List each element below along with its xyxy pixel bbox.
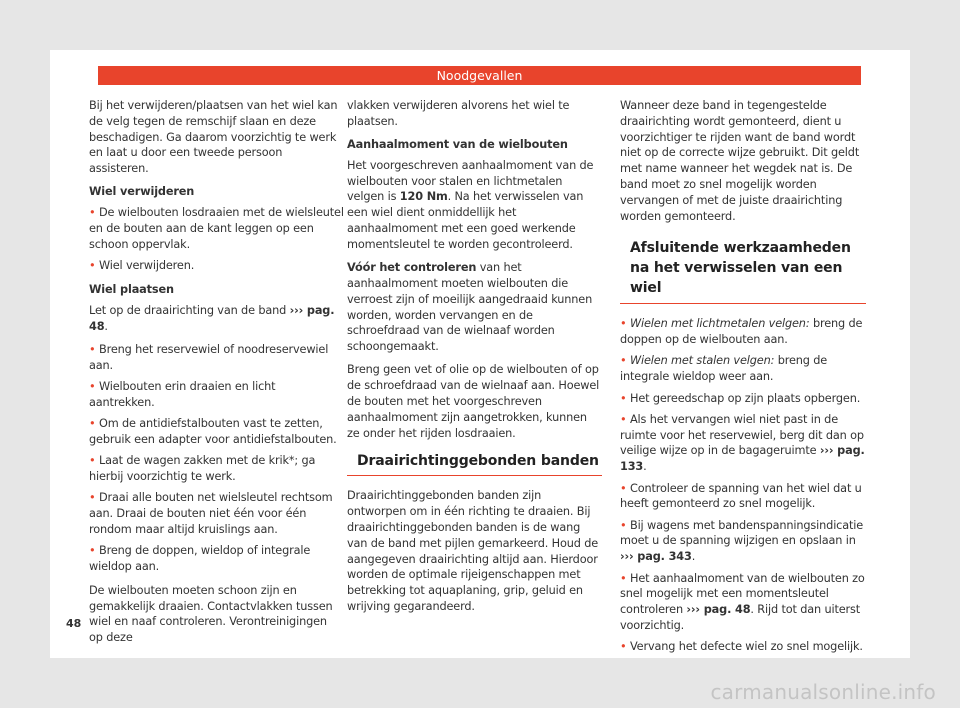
outro-paragraph: De wielbouten moeten schoon zijn en gemakkelijk draaien. Contactvlakken tussen wiel en naaf controleren. Verontreinigingen op deze <box>89 583 333 645</box>
continued-paragraph: vlakken verwijderen alvorens het wiel te plaatsen. <box>347 99 570 128</box>
page-number: 48 <box>66 617 82 630</box>
bullet-icon: • <box>89 259 96 273</box>
heading-place-wheel: Wiel plaatsen <box>89 282 174 296</box>
list-item: • Het aanhaalmoment van de wielbouten zo snel mogelijk met een momentsleutel controleren ››› pag. 48. Rijd tot dan uiterst voorzichtig. <box>620 571 865 632</box>
list-item: • Wielen met lichtmetalen velgen: breng de doppen op de wielbouten aan. <box>620 317 863 347</box>
chapter-header: Noodgevallen <box>98 66 861 85</box>
bullet-icon: • <box>89 379 96 393</box>
place-paragraph: Let op de draairichting van de band ››› pag. 48. <box>89 303 335 333</box>
list-item: • Wielbouten erin draaien en licht aantrekken. <box>89 379 276 409</box>
list-item: • Controleer de spanning van het wiel dat u heeft gemonteerd zo snel mogelijk. <box>620 481 862 511</box>
intro-paragraph: Bij het verwijderen/plaatsen van het wiel kan de velg tegen de remschijf slaan en deze beschadigen. Ga daarom voorzichtig te werk en laat u door een tweede persoon assisteren. <box>89 99 338 176</box>
heading-torque: Aanhaalmoment van de wielbouten <box>347 138 568 152</box>
bullet-icon: • <box>89 417 96 431</box>
bullet-icon: • <box>89 491 96 505</box>
column-2 <box>347 98 602 622</box>
bullet-icon: • <box>620 354 627 368</box>
section-heading-final-work: Afsluitende werkzaamheden na het verwisselen van een wiel <box>620 238 866 304</box>
bullet-icon: • <box>89 454 96 468</box>
list-item: • Breng de doppen, wieldop of integrale wieldop aan. <box>89 544 311 573</box>
page-reference-link[interactable]: ››› pag. 343 <box>620 550 692 564</box>
bullet-icon: • <box>620 571 627 585</box>
list-item: • Wiel verwijderen. <box>89 259 195 273</box>
section-heading-directional-tyres: Draairichtinggebonden banden <box>347 451 602 476</box>
bullet-icon: • <box>89 342 96 356</box>
torque-paragraph: Het voorgeschreven aanhaalmoment van de wielbouten voor stalen en lichtmetalen velgen is 120 Nm. Na het verwisselen van een wiel dient onmiddellijk het aanhaalmoment met een goed werkende momentsleutel te worden gecontroleerd. <box>347 158 594 251</box>
list-item: • Het gereedschap op zijn plaats opbergen. <box>620 391 861 405</box>
direction-warning-paragraph: Wanneer deze band in tegengestelde draairichting wordt gemonteerd, dient u voorzichtiger te rijden want de band wordt niet op de correcte wijze gebruikt. Dit geldt met name wanneer het wegdek nat is. De band moet zo snel mogelijk worden vervangen of met de juiste draairichting worden gemonteerd. <box>620 99 860 223</box>
column-1 <box>89 98 344 653</box>
list-item: • Breng het reservewiel of noodreservewiel aan. <box>89 342 329 372</box>
torque-value: 120 Nm <box>399 190 448 204</box>
watermark: carmanualsonline.info <box>710 680 936 704</box>
bullet-icon: • <box>620 481 627 495</box>
list-item: • Bij wagens met bandenspanningsindicatie moet u de spanning wijzigen en opslaan in ››› pag. 343. <box>620 518 864 564</box>
check-paragraph: Vóór het controleren van het aanhaalmoment moeten wielbouten die verroest zijn of moeilijk aangedraaid kunnen worden, worden vervangen en de schroefdraad van de wielnaaf worden schoongemaakt. <box>347 261 593 354</box>
page-reference-link[interactable]: ››› pag. 48 <box>686 603 751 617</box>
column-3 <box>620 98 866 661</box>
list-item: • Als het vervangen wiel niet past in de ruimte voor het reservewiel, berg dit dan op veilige wijze op in de bagageruimte ››› pag. 133. <box>620 412 865 474</box>
list-item: • Draai alle bouten net wielsleutel rechtsom aan. Draai de bouten niet één voor één rondom maar altijd kruislings aan. <box>89 491 333 536</box>
bullet-icon: • <box>620 412 627 426</box>
bullet-icon: • <box>620 640 627 654</box>
grease-paragraph: Breng geen vet of olie op de wielbouten of op de schroefdraad van de wielnaaf aan. Hoewel de bouten met het voorgeschreven aanhaalmoment zijn aangetrokken, kunnen ze onder het rijden losdraaien. <box>347 363 600 440</box>
check-label: Vóór het controleren <box>347 261 477 275</box>
bullet-icon: • <box>89 544 96 558</box>
page-reference-link[interactable]: ››› pag. 133 <box>620 444 865 474</box>
list-item: • Laat de wagen zakken met de krik*; ga hierbij voorzichtig te werk. <box>89 454 316 483</box>
list-item: • Om de antidiefstalbouten vast te zetten, gebruik een adapter voor antidiefstalbouten. <box>89 417 337 446</box>
bullet-icon: • <box>620 317 627 331</box>
list-item: • Wielen met stalen velgen: breng de integrale wieldop weer aan. <box>620 354 828 384</box>
list-item: • De wielbouten losdraaien met de wielsleutel en de bouten aan de kant leggen op een schoon oppervlak. <box>89 206 344 251</box>
heading-remove-wheel: Wiel verwijderen <box>89 185 195 199</box>
bullet-icon: • <box>89 206 96 220</box>
bullet-icon: • <box>620 518 627 532</box>
list-item: • Vervang het defecte wiel zo snel mogelijk. <box>620 640 863 654</box>
bullet-icon: • <box>620 391 627 405</box>
page-reference-link[interactable]: ››› pag. 48 <box>89 303 335 333</box>
directional-paragraph: Draairichtinggebonden banden zijn ontworpen om in één richting te draaien. Bij draairichtinggebonden banden is de wang van de band met pijlen gemarkeerd. Houd de aangegeven draairichting altijd aan. Hierdoor worden de optimale rijeigenschappen met betrekking tot aquaplaning, grip, geluid en wrijving gegarandeerd. <box>347 489 599 614</box>
